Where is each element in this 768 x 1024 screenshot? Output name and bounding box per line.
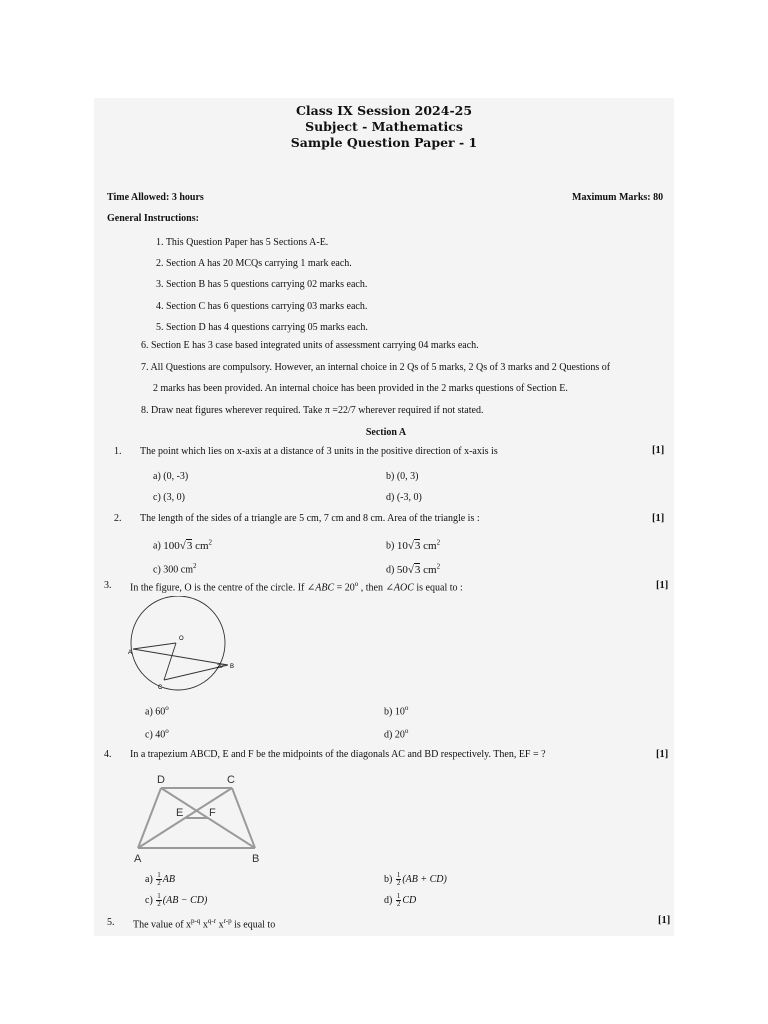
instruction-item: 6. Section E has 3 case based integrated units of assessment carrying 04 marks each. [141, 340, 479, 351]
instruction-item: 1. This Question Paper has 5 Sections A-E. [156, 237, 329, 248]
option-b[interactable]: b) 10√3 $cm^2$ [386, 538, 441, 552]
option-a[interactable]: a) 100√3 $cm^2$ [153, 538, 213, 552]
unit-power: 2 [193, 562, 197, 570]
unit: cm [423, 563, 437, 576]
radicand: 3 [414, 539, 421, 552]
instruction-item: 3. Section B has 5 questions carrying 02 marks each. [156, 279, 368, 290]
option-label: a) [153, 540, 161, 552]
question-text [130, 580, 463, 593]
degree-symbol: o [354, 580, 359, 588]
unit-power: 2 [436, 562, 441, 570]
option-expression: CD [402, 894, 417, 906]
maximum-marks: Maximum Marks: 80 [572, 192, 664, 203]
option-value: b) 10 [384, 706, 405, 718]
question-mark: [1] [652, 513, 665, 524]
option-a[interactable] [145, 872, 175, 887]
option-expression: AB [162, 873, 175, 885]
exponent: p-q [191, 917, 201, 925]
question-text [133, 917, 275, 930]
text-part: x [200, 919, 208, 931]
option-value: a) 60 [145, 706, 166, 718]
degree-symbol: o [165, 704, 169, 712]
label-e: E [176, 807, 184, 819]
question-text: In a trapezium ABCD, E and F be the midpoints of the diagonals AC and BD respectively. Then, EF = ? [130, 749, 546, 760]
degree-symbol: o [404, 704, 409, 712]
option-d[interactable]: d) (-3, 0) [386, 492, 422, 503]
question-text: The length of the sides of a triangle are 5 cm, 7 cm and 8 cm. Area of the triangle is : [140, 513, 480, 524]
option-a[interactable]: a) (0, -3) [153, 471, 189, 482]
trapezium-figure [128, 770, 268, 866]
option-value: 300 cm [163, 564, 193, 576]
fraction-half: $\frac{1}{2}$ [157, 871, 161, 887]
time-allowed: Time Allowed: 3 hours [107, 192, 204, 203]
fraction-half: $\frac{1}{2}$ [396, 892, 401, 908]
label-f: F [209, 807, 216, 819]
angle-label: 20° [217, 664, 225, 670]
label-a: A [134, 853, 142, 865]
text-part: is equal to : [413, 582, 463, 594]
label-b: B [252, 853, 260, 865]
text-part: , then [358, 582, 383, 594]
text-part: The value of x [133, 919, 192, 931]
angle-aoc: ∠AOC [385, 582, 414, 594]
question-mark: [1] [656, 580, 669, 591]
circle-figure [128, 596, 240, 696]
instruction-item: 2 marks has been provided. An internal choice has been provided in the 2 marks questions of Section E. [153, 383, 568, 394]
question-number: 2. [114, 513, 122, 524]
option-expression: (AB − CD) [162, 894, 208, 906]
option-d[interactable] [384, 893, 416, 908]
question-number: 3. [104, 580, 112, 591]
angle-abc: ∠ABC [306, 582, 335, 594]
option-label: d) [386, 564, 395, 576]
option-label: b) [386, 540, 395, 552]
option-a[interactable] [145, 704, 169, 717]
general-instructions-heading: General Instructions: [107, 213, 199, 224]
label-a: A [128, 650, 133, 656]
coefficient: 10 [396, 539, 408, 552]
option-c[interactable] [145, 893, 207, 908]
question-text: The point which lies on x-axis at a distance of 3 units in the positive direction of x-axis is [140, 446, 498, 457]
instruction-item: 8. Draw neat figures wherever required. Take π =22/7 wherever required if not stated. [141, 405, 484, 416]
label-o: O [179, 636, 184, 642]
instruction-item: 2. Section A has 20 MCQs carrying 1 mark each. [156, 258, 352, 269]
option-c[interactable] [153, 562, 197, 575]
option-b[interactable]: b) (0, 3) [386, 471, 419, 482]
label-c: C [227, 774, 235, 786]
text-part: In the figure, O is the centre of the circle. If [130, 582, 305, 594]
text-part: x [216, 919, 224, 931]
label-d: D [157, 774, 165, 786]
option-value: c) 40 [145, 729, 166, 741]
option-d[interactable]: d) 50√3 $cm^2$ [386, 562, 441, 576]
question-number: 1. [114, 446, 122, 457]
option-value: d) 20 [384, 729, 405, 741]
radicand: 3 [186, 539, 193, 552]
option-label: d) [384, 894, 393, 906]
label-b: B [230, 664, 235, 670]
paper-title: Sample Question Paper - 1 [290, 135, 478, 150]
option-label: a) [145, 873, 153, 885]
subject-title: Subject - Mathematics [305, 119, 463, 134]
option-c[interactable]: c) (3, 0) [153, 492, 185, 503]
coefficient: 50 [396, 563, 408, 576]
radicand: 3 [414, 563, 421, 576]
text-part: is equal to [231, 919, 276, 931]
option-d[interactable] [384, 727, 408, 740]
class-title: Class IX Session 2024-25 [295, 103, 473, 118]
question-number: 4. [104, 749, 112, 760]
option-expression: (AB + CD) [402, 873, 447, 885]
text-part: = 20 [334, 582, 355, 594]
question-number: 5. [107, 917, 115, 928]
unit-power: 2 [436, 538, 441, 546]
label-c: C [158, 685, 163, 691]
option-b[interactable] [384, 872, 447, 887]
fraction-half: $\frac{1}{2}$ [157, 892, 161, 908]
degree-symbol: o [404, 727, 409, 735]
question-mark: [1] [658, 915, 671, 926]
exponent: r-p [223, 917, 232, 925]
option-c[interactable] [145, 727, 169, 740]
option-label: b) [384, 873, 393, 885]
instruction-item: 7. All Questions are compulsory. However, an internal choice in 2 Qs of 5 marks, 2 Qs of 3 marks and 2 Questions of [141, 362, 611, 373]
coefficient: 100 [163, 539, 180, 552]
question-mark: [1] [656, 749, 669, 760]
option-b[interactable] [384, 704, 408, 717]
question-mark: [1] [652, 445, 665, 456]
instruction-item: 4. Section C has 6 questions carrying 03 marks each. [156, 301, 368, 312]
section-heading: Section A [365, 427, 407, 438]
unit: cm [195, 539, 209, 552]
exponent: q-r [207, 917, 217, 925]
option-label: c) [145, 894, 153, 906]
unit: cm [423, 539, 437, 552]
degree-symbol: o [165, 727, 169, 735]
unit-power: 2 [208, 538, 213, 546]
fraction-half: $\frac{1}{2}$ [396, 871, 401, 887]
option-label: c) [153, 564, 161, 576]
instruction-item: 5. Section D has 4 questions carrying 05 marks each. [156, 322, 368, 333]
